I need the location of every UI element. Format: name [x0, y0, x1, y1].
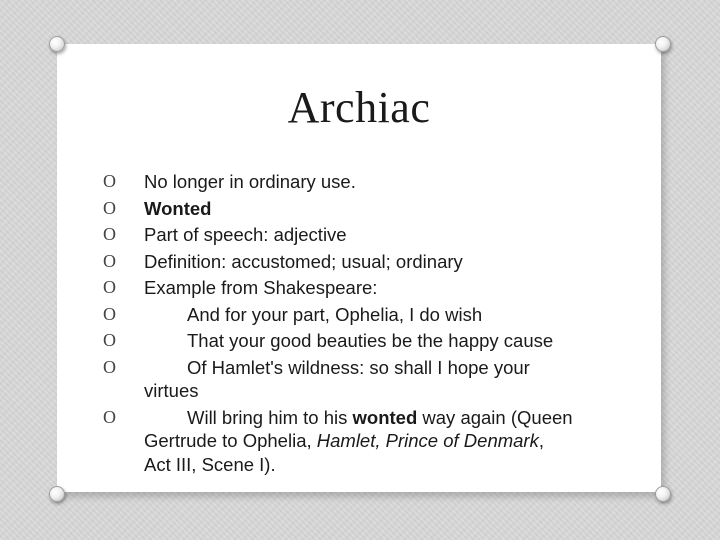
play-title: Hamlet, Prince of Denmark [316, 430, 539, 451]
bullet-o-icon: O [103, 406, 116, 427]
quote-line: Of Hamlet's wildness: so shall I hope your virtues [144, 356, 530, 401]
slide-title: Archiac [287, 83, 431, 132]
bullet-o-icon: O [103, 224, 116, 244]
bullet-text: Definition: accustomed; usual; ordinary [144, 250, 463, 272]
bullet-text: Example from Shakespeare: [144, 277, 378, 298]
bullet-item [103, 276, 573, 300]
pushpin-icon [655, 486, 671, 502]
bullet-o-icon: O [103, 356, 116, 377]
pushpin-icon [49, 486, 65, 502]
bullet-item-quote [103, 356, 573, 403]
bullet-o-icon: O [103, 330, 116, 350]
bullet-text: Part of speech: adjective [144, 224, 347, 245]
pushpin-icon [49, 36, 65, 52]
bullet-item [103, 170, 573, 194]
quote-line-part: Will bring him to his [187, 406, 353, 428]
quote-line-part: , Act III, Scene I). [144, 430, 544, 475]
bullet-item-quote [103, 406, 573, 477]
bullet-o-icon: O [103, 250, 116, 271]
bullet-o-icon: O [103, 277, 116, 297]
bullet-item-quote [103, 303, 573, 327]
quote-line: That your good beauties be the happy cause [187, 330, 554, 351]
bullet-item-quote [103, 329, 573, 353]
pushpin-icon [655, 36, 671, 52]
bullet-item [103, 223, 573, 247]
quote-line-part: way again (Queen Gertrude to Ophelia, [144, 406, 573, 451]
bullet-item [103, 197, 573, 221]
bullet-text: No longer in ordinary use. [144, 171, 356, 192]
quote-line: And for your part, Ophelia, I do wish [187, 303, 483, 325]
bullet-o-icon: O [103, 171, 116, 191]
quote-term: wonted [352, 406, 418, 428]
bullet-o-icon: O [103, 197, 116, 218]
bullet-text-term: Wonted [144, 197, 212, 219]
bullet-list [103, 170, 573, 479]
bullet-item [103, 250, 573, 274]
bullet-o-icon: O [103, 303, 116, 324]
